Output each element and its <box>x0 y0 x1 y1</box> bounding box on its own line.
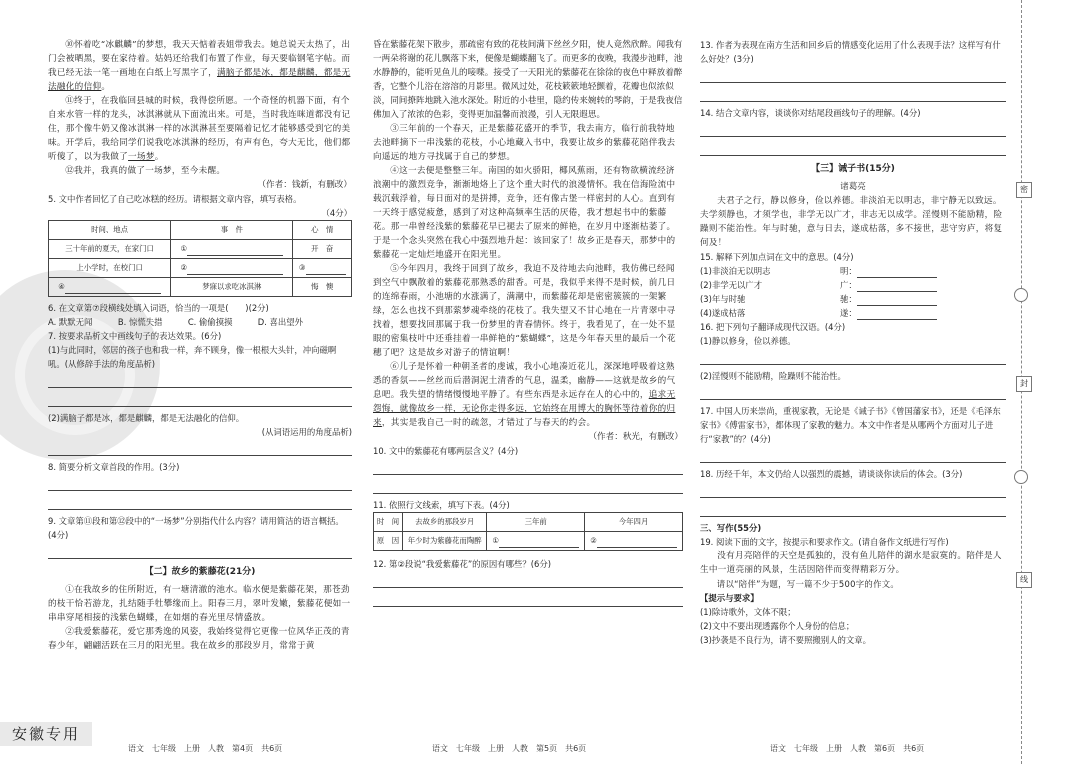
answer-blank-cell[interactable]: ① <box>487 532 585 551</box>
list-item: (2)文中不要出现透露你个人身份的信息； <box>700 621 855 631</box>
answer-blank[interactable] <box>857 295 937 306</box>
question-11: 11. 依照行文线索，填写下表。(4分) <box>373 500 510 510</box>
passage-paragraph: ⑫我并，我真的做了一场梦，至今未醒。 <box>65 166 226 176</box>
binding-label: 线 <box>1016 572 1032 588</box>
list-item: (4)遂成枯落 遂： <box>700 306 1006 320</box>
passage-paragraph: ⑪终于，在我临回县城的时候，我得偿所愿。一个奇怪的机器下面，有个自来水管一样的龙头，冰淇淋就从下面流出来。可是，当时我连咪道都没有记住，那个像牛奶又像冰淇淋一样的冰淇淋甚至要隔着记忆才能够感受到它的美味。开学后，我给同学们说我吃冰淇淋的经历，有声有色，夸大无比，他们都听傻了，以为我做了一场梦。 <box>48 96 351 162</box>
tips-title: 【提示与要求】 <box>700 593 759 603</box>
question-16: 16. 把下列句子翻译成现代汉语。(4分) <box>700 322 846 332</box>
question-5-score: （4分） <box>321 208 352 218</box>
passage-paragraph: 昏在紫藤花架下散步，那疏密有致的花枝间满下丝丝夕阳，使人竟然欣醉。闻我有一两朵将谢的花儿飘落下来，便像是蝴蝶翻飞了。而更多的夜晚，我漫步池畔，池水静静的，能听见鱼儿的唼喋。接受了一天阳光的紫藤花在徐徐的夜色中释放着醉香，它整个儿浴在溶溶的月影里。微风过处，花枝簌簌地轻颤着，花瓣也似浓似淡，同间撩阵地跳入池水深处。附近的小巷里，隐约传来婉转的琴韵，于是我夜信佛加入了浓浓的色彩，变得更加温馨而浪漫，引人无限遐思。 <box>373 40 683 120</box>
list-item: (3)年与时驰 驰： <box>700 292 1006 306</box>
answer-line[interactable] <box>700 350 1006 365</box>
binding-label: 密 <box>1016 182 1032 198</box>
page-footer: 语文 七年级 上册 人教 第4页 共6页 <box>128 744 283 753</box>
list-item: (2)非学无以广才 广： <box>700 278 1006 292</box>
page-5-column <box>373 38 683 611</box>
passage-paragraph: ③三年前的一个春天，正是紫藤花盛开的季节，我去南方，临行前我特地去池畔摘下一串浅紫的花枝，小心地藏入书中，我要让故乡的紫藤花陪伴我去向遥远的地方寻找属于自己的梦想。 <box>373 124 676 162</box>
answer-line[interactable] <box>48 373 352 388</box>
option-d[interactable]: D. 喜出望外 <box>257 317 303 327</box>
question-5: 5. 文中作者回忆了自己吃冰糕的经历。请根据文章内容，填写表格。 <box>48 194 302 204</box>
section-2-title: 【二】故乡的紫藤花(21分) <box>144 567 256 577</box>
table-row: ④ 梦寐以求吃冰淇淋 悔 懊 <box>49 278 352 297</box>
answer-line[interactable] <box>48 392 352 407</box>
option-c[interactable]: C. 偷偷摸摸 <box>187 317 233 327</box>
question-10: 10. 文中的紫藤花有哪两层含义？(4分) <box>373 446 519 456</box>
answer-line[interactable] <box>700 385 1006 400</box>
prompt-text: 没有月亮陪伴的天空是孤独的，没有鱼儿陪伴的湖水是寂寞的。陪伴是人生中一道亮丽的风景，生活因陪伴而变得精彩万分。 <box>700 551 1002 575</box>
passage-paragraph: ⑤今年四月，我终于回到了故乡，我迫不及待地去向池畔，我仿佛已经闻到空气中飘散着的紫藤花那熟悉的甜香。可是，我似乎来得不是时候，前几日的连绵春雨，小池塘的水涨满了，满潮中，而紫藤花却是密密簇簇的一架繁绿，怎么也找不到那萦梦魂牵绕的花枝了。我失望又不甘心地在一片青翠中寻找着，想要找回那属于我一份梦里的青春情怀。终于，我看见了，在一处不显眼的密集枝叶中还垂挂着一串鲜艳的“紫蝴蝶”，这是今年春天里的最后一个花穗了吧？这是故乡对游子的情谊啊！ <box>373 264 676 358</box>
answer-line[interactable] <box>700 502 1006 517</box>
question-13: 13. 作者为表现在南方生活和回乡后的情感变化运用了什么表现手法？这样写有什么好处？(3分) <box>700 40 1001 64</box>
question-15: 15. 解释下列加点词在文中的意思。(4分) <box>700 252 854 262</box>
list-item: (1)除诗歌外，文体不限； <box>700 607 796 617</box>
binding-hole-icon <box>1014 288 1028 302</box>
answer-line[interactable] <box>700 68 1006 83</box>
question-7: 7. 按要求品析文中画线句子的表达效果。(6分) <box>48 331 222 341</box>
question-19: 19. 阅读下面的文字，按提示和要求作文。(请自备作文纸进行写作) <box>700 537 949 547</box>
answer-blank-cell[interactable]: ④ <box>49 278 171 297</box>
question-8: 8. 简要分析文章首段的作用。(3分) <box>48 462 180 472</box>
table-row: 三十年前的夏天，在家门口 ① 开 奋 <box>49 240 352 259</box>
answer-line[interactable] <box>700 483 1006 498</box>
section-3-title: 【三】诫子书(15分) <box>811 164 895 174</box>
answer-line[interactable] <box>700 87 1006 102</box>
answer-line[interactable] <box>373 479 683 494</box>
region-badge: 安徽专用 <box>0 722 92 746</box>
answer-line[interactable] <box>48 544 352 559</box>
question-9: 9. 文章第⑪段和第⑫段中的“一场梦”分别指代什么内容？请用简洁的语言概括。(4分) <box>48 516 344 540</box>
question-12: 12. 第②段说“我爱紫藤花”的原因有哪些？(6分) <box>373 559 552 569</box>
answer-blank-cell[interactable]: ① <box>171 240 293 259</box>
answer-blank-cell[interactable]: ② <box>585 532 683 551</box>
question-17: 17. 中国人历来崇尚，重视家教，无论是《诫子书》《曾国藩家书》，还是《毛泽东家书》《傅雷家书》，都体现了家教的魅力。本文中作者是从哪两个方面对儿子进行“家教”的？(4分) <box>700 406 1001 444</box>
answer-line[interactable] <box>700 141 1006 156</box>
passage-paragraph: ⑥儿子是怀着一种朝圣者的虔诚，我小心地凑近花儿，深深地呼吸着这熟悉的香氛——丝丝而后潜洞泥土清香的气息，温柔，幽静——这就是故乡的气息吧。我失望的情绪慢慢地平静了。有些东西是永远存在人的心中的，追求无怨悔，就像故乡一样，无论你走得多远，它始终在用博大的胸怀等待着你的归来，其实是我自己一时的疏忽，才错过了与春天的约会。 <box>373 362 676 428</box>
passage-paragraph: ②我爱紫藤花，爱它那秀逸的风姿，我始终觉得它更像一位风华正茂的青春少年，翩翩活跃在三月的阳光里。我在故乡的那段岁月，常常于黄 <box>48 627 350 651</box>
option-a[interactable]: A. 默默无闻 <box>48 317 93 327</box>
passage-paragraph: ①在我故乡的住所附近，有一塘清澈的池水。临水便是紫藤花架，那苍劲的枝干恰若游龙，扎结随手牡攀缘而上。阳春三月，翠叶发嫩，紫藤花便如一串串穿尾相接的浅紫色蝴蝶，在如烟的春光里尽情盛放。 <box>48 585 351 623</box>
answer-line[interactable] <box>700 448 1006 463</box>
table-row: 原 因 年少时为紫藤花而陶醉 ① ② <box>374 532 683 551</box>
question-11-table: 时 间 去故乡的那段岁月 三年前 今年四月 原 因 年少时为紫藤花而陶醉 ① ② <box>373 512 683 551</box>
table-row: 上小学时，在校门口 ② ③ <box>49 259 352 278</box>
answer-line[interactable] <box>373 573 683 588</box>
list-item: (3)抄袭是不良行为，请不要照搬别人的文章。 <box>700 635 871 645</box>
prompt-requirement: 请以“陪伴”为题，写一篇不少于500字的作文。 <box>716 579 900 589</box>
page-footer: 语文 七年级 上册 人教 第5页 共6页 <box>432 744 587 753</box>
classic-text: 夫君子之行，静以修身，俭以养德。非淡泊无以明志，非宁静无以致远。夫学须静也，才须学也，非学无以广才，非志无以成学。淫慢则不能励精，险躁则不能治性。年与时驰，意与日去，遂成枯落，多不接世，悲守穷庐，将复何及！ <box>700 196 1003 248</box>
table-header-cell: 事 件 <box>171 221 293 240</box>
writing-section-title: 三、写作(55分) <box>700 523 762 533</box>
binding-hole-icon <box>1014 470 1028 484</box>
option-b[interactable]: B. 惊慌失措 <box>117 317 163 327</box>
list-item: (1)非淡泊无以明志 明： <box>700 264 1006 278</box>
question-5-table <box>48 220 352 297</box>
question-7-2: (2)满脑子都是冰，都是麒麟，都是无法融化的信仰。 <box>48 413 245 423</box>
answer-line[interactable] <box>373 460 683 475</box>
answer-line[interactable] <box>48 495 352 510</box>
answer-line[interactable] <box>48 441 352 456</box>
binding-label: 封 <box>1016 376 1032 392</box>
answer-blank[interactable] <box>857 309 937 320</box>
answer-line[interactable] <box>373 592 683 607</box>
answer-blank[interactable] <box>857 281 937 292</box>
question-16-1: (1)静以修身，俭以养德。 <box>700 336 796 346</box>
question-6: 6. 在文章第⑦段横线处填入词语，恰当的一项是( )(2分) <box>48 303 269 313</box>
answer-blank-cell[interactable]: ② <box>171 259 293 278</box>
question-15-items <box>700 264 1006 320</box>
question-18: 18. 历经千年，本文仍给人以强烈的震撼，请谈谈你读后的体会。(3分) <box>700 469 963 479</box>
answer-line[interactable] <box>700 122 1006 137</box>
question-14: 14. 结合文章内容，谈谈你对结尾段画线句子的理解。(4分) <box>700 108 921 118</box>
page-4-column <box>48 38 352 653</box>
source-note: （作者：钱新，有删改） <box>257 180 352 190</box>
author-name: 诸葛亮 <box>840 182 866 192</box>
question-16-2: (2)淫慢则不能励精，险躁则不能治性。 <box>700 371 846 381</box>
question-7-1: (1)与此同时，邻居的孩子也和我一样，奔不顾身，像一根根大头针，冲向磁啊吼。(从修辞手法的角度品析) <box>48 345 337 369</box>
question-6-options <box>48 315 352 329</box>
answer-blank[interactable] <box>857 267 937 278</box>
passage-paragraph: ⑩怀着吃“冰麒麟”的梦想，我天天惦着表姐带我去。她总说天太热了，出门会被晒黑，要在家待着。姑妈还给我们布置了作业，每天要临钢笔字帖。而我已经无法一笔一画地在白纸上写黑字了，满脑子都是冰，都是麒麟，都是无法融化的信仰。 <box>48 40 351 92</box>
answer-blank-cell[interactable]: ③ <box>293 259 352 278</box>
table-header-cell: 时间、地点 <box>49 221 171 240</box>
answer-line[interactable] <box>48 476 352 491</box>
page-6-column <box>700 38 1006 647</box>
passage-paragraph: ④这一去便是整整三年。南国的如火骄阳，椰风蕉雨，还有物欲横流经济浪潮中的激烈竞争，渐渐地烙上了这个重大时代的浪漫情怀。我在信海险流中载沉载浮着，每日面对的是拼搏，竞争，还有像古堡一样密封的人心。直到有一天终于感觉疲惫，感到了对这种高频率生活的厌倦，我才想起书中的紫藤花。那一串曾经浅紫的紫藤花早已褪去了原来的鲜艳，在岁月中逐渐枯萎了。于是一个念头突然在我心中强烈地升起：该回家了！故乡正是春天，那梦中的紫藤花一定灿烂地盛开在阳光里。 <box>373 166 676 260</box>
page-footer: 语文 七年级 上册 人教 第6页 共6页 <box>770 744 925 753</box>
table-header-cell: 心 情 <box>293 221 352 240</box>
source-note: （作者：秋光，有删改） <box>588 432 683 442</box>
question-7-2-hint: (从词语运用的角度品析) <box>261 427 352 437</box>
